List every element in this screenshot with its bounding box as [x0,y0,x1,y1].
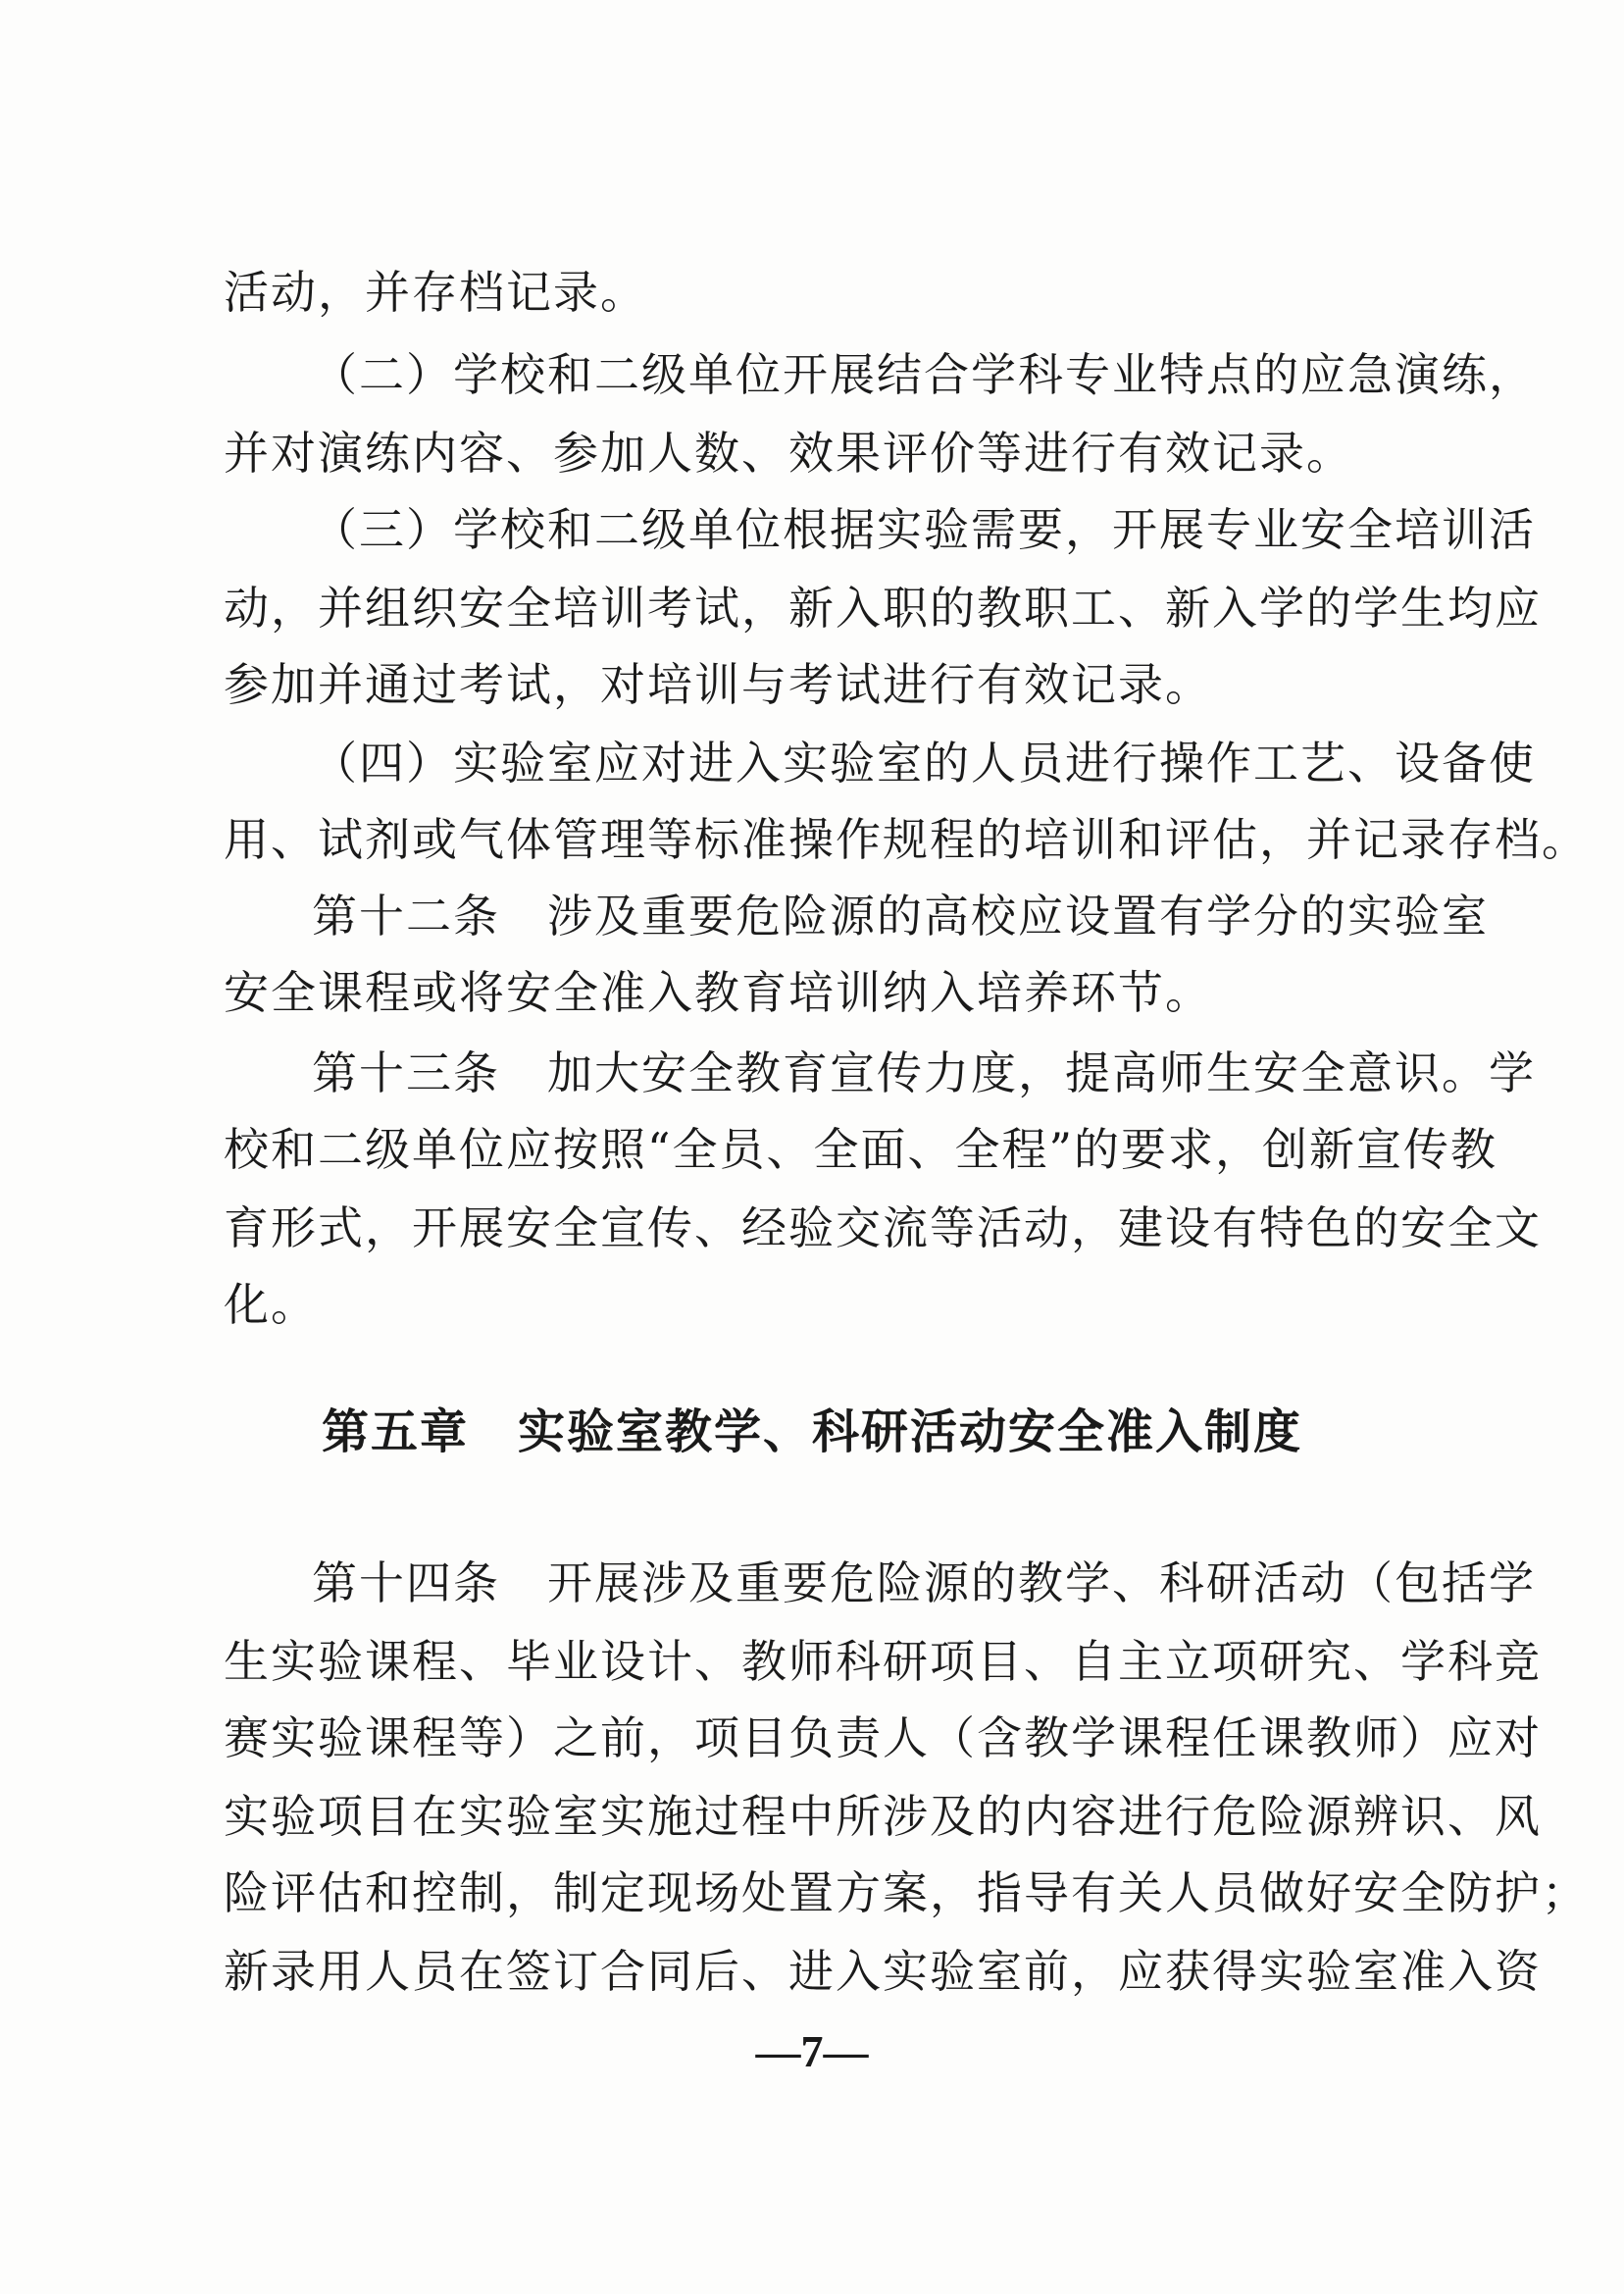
article-14-line: 实验项目在实验室实施过程中所涉及的内容进行危险源辨识、风 [224,1790,1542,1843]
page-number: —7— [755,2026,869,2076]
paragraph-line: （二）学校和二级单位开展结合学科专业特点的应急演练， [312,348,1536,401]
article-14-line: 生实验课程、毕业设计、教师科研项目、自主立项研究、学科竞 [224,1635,1542,1688]
article-14-line: 第十四条 开展涉及重要危险源的教学、科研活动（包括学 [312,1556,1536,1609]
article-13-line: 化。 [224,1278,318,1331]
article-14-line: 新录用人员在签订合同后、进入实验室前，应获得实验室准入资 [224,1945,1542,1998]
paragraph-line: 并对演练内容、参加人数、效果评价等进行有效记录。 [224,427,1353,480]
paragraph-line: （三）学校和二级单位根据实验需要，开展专业安全培训活 [312,503,1536,556]
article-12-line: 安全课程或将安全准入教育培训纳入培养环节。 [224,966,1212,1019]
paragraph-line: 动，并组织安全培训考试，新入职的教职工、新入学的学生均应 [224,582,1542,635]
article-13-line: 第十三条 加大安全教育宣传力度，提高师生安全意识。学 [312,1046,1536,1099]
article-13-line: 育形式，开展安全宣传、经验交流等活动，建设有特色的安全文 [224,1201,1542,1254]
paragraph-line: 活动，并存档记录。 [224,266,647,319]
paragraph-line: 参加并通过考试，对培训与考试进行有效记录。 [224,658,1212,711]
article-13-line: 校和二级单位应按照“全员、全面、全程”的要求，创新宣传教 [224,1123,1498,1176]
article-14-line: 险评估和控制，制定现场处置方案，指导有关人员做好安全防护； [224,1866,1589,1919]
article-12-line: 第十二条 涉及重要危险源的高校应设置有学分的实验室 [312,890,1489,943]
paragraph-line: 用、试剂或气体管理等标准操作规程的培训和评估，并记录存档。 [224,813,1589,866]
article-14-line: 赛实验课程等）之前，项目负责人（含教学课程任课教师）应对 [224,1711,1542,1764]
paragraph-line: （四）实验室应对进入实验室的人员进行操作工艺、设备使 [312,737,1536,790]
chapter-heading: 第五章 实验室教学、科研活动安全准入制度 [321,1404,1302,1459]
